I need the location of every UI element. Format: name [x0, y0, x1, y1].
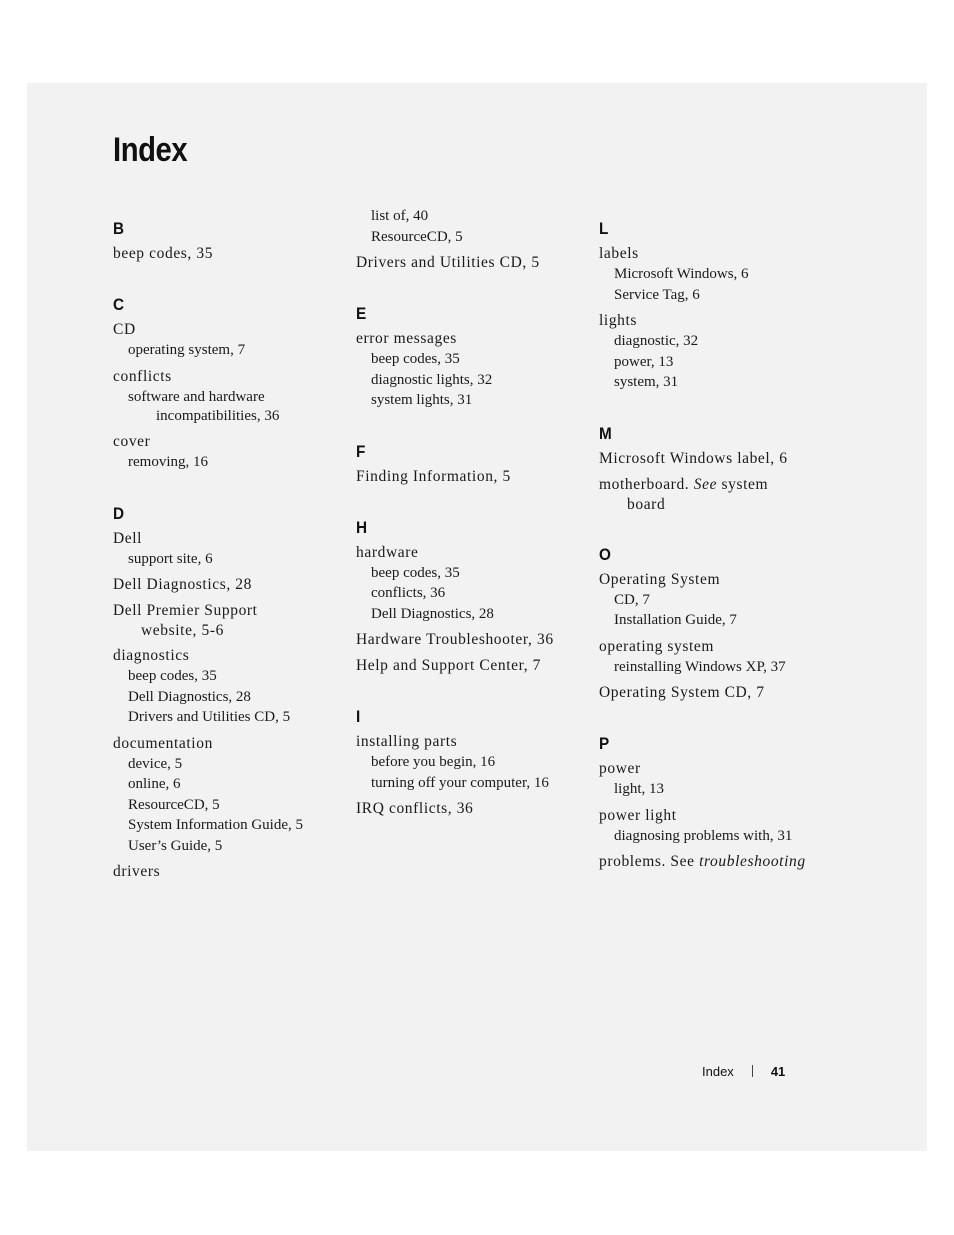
index-main-term — [113, 367, 353, 387]
page-footer — [702, 1062, 785, 1080]
index-term-continuation: board — [627, 495, 666, 513]
index-letter-group — [599, 544, 839, 704]
index-letter-group — [356, 303, 596, 411]
index-main-term — [599, 852, 839, 872]
index-subentry: turning off your computer, 16 — [371, 774, 549, 791]
index-entry — [599, 683, 839, 703]
index-entry — [113, 862, 353, 882]
footer-separator — [752, 1065, 753, 1077]
index-main-term — [356, 732, 596, 752]
index-term-text: CD — [113, 321, 136, 338]
index-main-term — [113, 529, 353, 549]
index-main-term — [599, 806, 839, 826]
index-subentry: beep codes, 35 — [371, 351, 460, 367]
index-main-term — [356, 467, 596, 487]
index-entry — [599, 806, 839, 847]
index-subentry: Dell Diagnostics, 28 — [371, 605, 494, 622]
index-entry — [113, 734, 353, 857]
index-entry — [113, 432, 353, 473]
footer-section: Index — [702, 1063, 734, 1079]
index-term-text: Operating System CD, 7 — [599, 684, 765, 701]
index-term-text: conflicts — [113, 367, 172, 385]
index-subentry: ResourceCD, 5 — [371, 228, 463, 245]
index-main-term — [113, 862, 353, 882]
index-main-term — [356, 656, 596, 676]
index-entry — [599, 570, 839, 631]
index-term-text: Help and Support Center, 7 — [356, 657, 542, 674]
index-subentry: before you begin, 16 — [371, 754, 496, 770]
index-entry — [356, 467, 596, 487]
index-term-tail: system — [717, 475, 769, 493]
index-letter-group — [113, 503, 353, 883]
index-entry — [356, 656, 596, 676]
index-letter-group — [599, 218, 839, 393]
index-subentry: Dell Diagnostics, 28 — [128, 688, 251, 705]
index-term-text: cover — [113, 433, 151, 450]
index-entry — [599, 311, 839, 393]
index-subentry: light, 13 — [614, 781, 665, 797]
index-entry — [113, 367, 353, 427]
index-term-text: motherboard. — [599, 475, 694, 493]
index-main-term — [599, 449, 839, 469]
index-subentry: CD, 7 — [614, 591, 650, 608]
index-letter-heading: O — [599, 544, 611, 564]
index-term-text: diagnostics — [113, 647, 190, 664]
index-letter-heading: F — [356, 441, 366, 461]
index-term-text: Dell — [113, 529, 143, 547]
index-entry — [599, 759, 839, 800]
index-subentry: list of, 40 — [371, 208, 429, 224]
index-letter-heading: C — [113, 295, 125, 314]
index-subentry: online, 6 — [128, 776, 181, 792]
index-subentry: operating system, 7 — [128, 342, 246, 358]
index-main-term — [113, 646, 353, 666]
index-term-text: Microsoft Windows label, 6 — [599, 449, 788, 467]
index-subentry: device, 5 — [128, 755, 183, 772]
index-term-text: hardware — [356, 543, 419, 561]
index-column-2 — [356, 208, 596, 849]
index-term-text: Drivers and Utilities CD, 5 — [356, 254, 540, 271]
index-term-text: Operating System — [599, 570, 721, 588]
index-entry — [356, 206, 596, 247]
index-subentry: removing, 16 — [128, 454, 208, 470]
index-term-text: installing parts — [356, 733, 458, 750]
index-entry — [599, 852, 839, 872]
index-letter-group — [599, 423, 839, 514]
index-main-term — [599, 244, 839, 264]
index-entry — [599, 475, 839, 514]
index-subentry: conflicts, 36 — [371, 585, 446, 601]
index-entry — [356, 329, 596, 411]
index-letter-group — [113, 218, 353, 264]
index-term-text: Finding Information, 5 — [356, 467, 511, 485]
index-term-text: power light — [599, 806, 677, 824]
index-term-continuation: website, 5-6 — [141, 622, 224, 639]
index-entry — [356, 543, 596, 625]
index-entry — [113, 529, 353, 570]
index-term-text: Hardware Troubleshooter, 36 — [356, 631, 554, 648]
index-entry — [356, 799, 596, 819]
index-main-term — [599, 475, 839, 495]
index-letter-heading: D — [113, 503, 125, 523]
index-subentry: Microsoft Windows, 6 — [614, 266, 749, 282]
index-column-3 — [599, 218, 839, 902]
index-main-term — [113, 601, 353, 621]
index-letter-group — [356, 517, 596, 677]
page-number: 41 — [770, 1063, 786, 1079]
index-subentry: system, 31 — [614, 374, 679, 390]
index-subentry: system lights, 31 — [371, 392, 473, 408]
index-term-text: operating system — [599, 637, 715, 655]
index-letter-group — [356, 206, 596, 273]
index-letter-heading: B — [113, 219, 125, 238]
index-letter-heading: L — [599, 219, 609, 238]
index-main-term — [599, 311, 839, 331]
index-subentry: support site, 6 — [128, 550, 213, 567]
index-subentry: beep codes, 35 — [371, 564, 460, 581]
index-term-text: Dell Diagnostics, 28 — [113, 576, 252, 593]
index-main-term — [599, 637, 839, 657]
index-entry — [599, 244, 839, 305]
index-entry — [113, 601, 353, 640]
index-subentry: power, 13 — [614, 353, 674, 370]
index-letter-heading: E — [356, 304, 367, 323]
index-main-term — [356, 329, 596, 349]
index-subentry-continuation: incompatibilities, 36 — [156, 408, 280, 424]
index-term-text: drivers — [113, 863, 161, 880]
index-main-term — [599, 683, 839, 703]
index-term-text: documentation — [113, 734, 213, 752]
index-entry — [113, 244, 353, 264]
index-main-term — [599, 570, 839, 590]
index-subentry: User’s Guide, 5 — [128, 837, 223, 854]
index-subentry: ResourceCD, 5 — [128, 796, 220, 813]
index-entry — [356, 630, 596, 650]
index-subentry: diagnostic, 32 — [614, 333, 699, 349]
index-letter-group — [356, 441, 596, 487]
index-main-term — [113, 320, 353, 340]
index-term-text: Dell Premier Support — [113, 602, 258, 619]
index-letter-group — [113, 294, 353, 473]
index-main-term — [113, 734, 353, 754]
index-letter-heading: M — [599, 423, 612, 443]
index-subentry: Drivers and Utilities CD, 5 — [128, 709, 291, 725]
page-title: Index — [113, 131, 188, 169]
index-subentry: Service Tag, 6 — [614, 286, 700, 303]
index-subentry: System Information Guide, 5 — [128, 817, 303, 833]
index-term-text: beep codes, 35 — [113, 245, 214, 262]
index-letter-group — [599, 733, 839, 872]
index-letter-heading: H — [356, 517, 368, 537]
index-main-term — [356, 630, 596, 650]
index-term-text: power — [599, 760, 641, 777]
index-entry — [599, 637, 839, 678]
index-term-text: labels — [599, 245, 639, 262]
index-main-term — [356, 543, 596, 563]
index-term-text: error messages — [356, 330, 457, 347]
index-letter-heading: P — [599, 734, 610, 753]
index-main-term — [599, 759, 839, 779]
index-entry — [599, 449, 839, 469]
index-entry — [113, 320, 353, 361]
index-main-term — [113, 432, 353, 452]
index-subentry: diagnostic lights, 32 — [371, 371, 493, 388]
index-main-term — [113, 244, 353, 264]
index-main-term — [113, 575, 353, 595]
index-subentry: Installation Guide, 7 — [614, 612, 737, 628]
index-term-text: IRQ conflicts, 36 — [356, 800, 474, 817]
index-entry — [113, 575, 353, 595]
index-subentry: diagnosing problems with, 31 — [614, 827, 793, 844]
index-term-italic: troubleshooting — [699, 853, 806, 870]
index-subentry: reinstalling Windows XP, 37 — [614, 658, 786, 675]
index-entry — [113, 646, 353, 728]
index-entry — [356, 253, 596, 273]
index-term-text: lights — [599, 312, 638, 329]
index-term-text: problems. See — [599, 853, 700, 870]
index-term-italic: See — [693, 475, 718, 493]
index-letter-heading: I — [356, 707, 361, 726]
index-entry — [356, 732, 596, 793]
index-subentry: beep codes, 35 — [128, 668, 217, 684]
index-main-term — [356, 253, 596, 273]
index-column-1 — [113, 218, 353, 912]
index-subentry: software and hardware — [128, 388, 265, 405]
index-main-term — [356, 799, 596, 819]
index-letter-group — [356, 706, 596, 819]
